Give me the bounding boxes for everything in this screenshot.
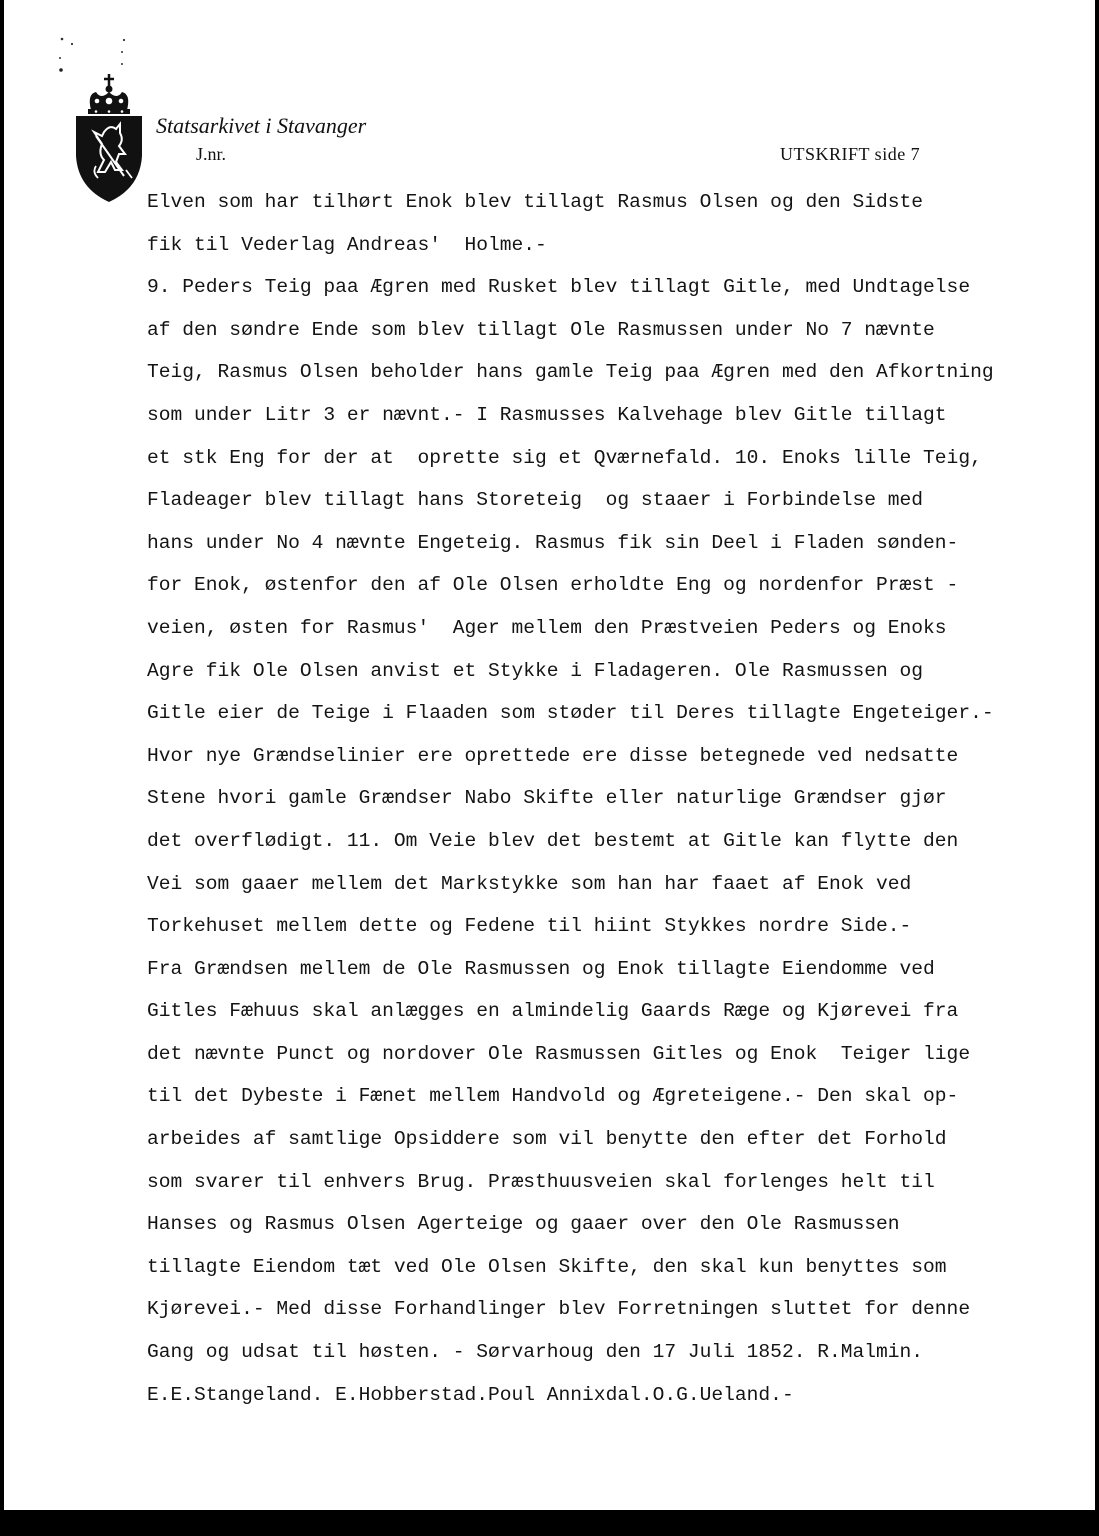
document-page	[4, 0, 1095, 1510]
text-line: Fladeager blev tillagt hans Storeteig og staaer i Forbindelse med	[147, 489, 924, 512]
text-line: som under Litr 3 er nævnt.- I Rasmusses Kalvehage blev Gitle tillagt	[147, 403, 947, 426]
text-line: 9. Peders Teig paa Ægren med Rusket blev tillagt Gitle, med Undtagelse	[147, 276, 971, 299]
text-line: Teig, Rasmus Olsen beholder hans gamle Teig paa Ægren med den Afkortning	[147, 361, 994, 384]
transcript-body	[147, 185, 1077, 1420]
archive-name: Statsarkivet i Stavanger	[156, 113, 367, 138]
text-line: fik til Vederlag Andreas' Holme.-	[147, 233, 547, 256]
text-line: Gitle eier de Teige i Flaaden som støder til Deres tillagte Engeteiger.-	[147, 702, 994, 725]
text-line: Kjørevei.- Med disse Forhandlinger blev Forretningen sluttet for denne	[147, 1298, 971, 1321]
text-line: E.E.Stangeland. E.Hobberstad.Poul Annixdal.O.G.Ueland.-	[147, 1383, 794, 1406]
text-line: Gitles Fæhuus skal anlægges en almindelig Gaards Ræge og Kjørevei fra	[147, 1000, 959, 1023]
text-line: Vei som gaaer mellem det Markstykke som han har faaet af Enok ved	[147, 872, 912, 895]
text-line: Fra Grændsen mellem de Ole Rasmussen og Enok tillagte Eiendomme ved	[147, 957, 935, 980]
text-line: Gang og udsat til høsten. - Sørvarhoug den 17 Juli 1852. R.Malmin.	[147, 1341, 924, 1364]
text-line: for Enok, østenfor den af Ole Olsen erholdte Eng og nordenfor Præst -	[147, 574, 959, 597]
text-line: det overflødigt. 11. Om Veie blev det bestemt at Gitle kan flytte den	[147, 829, 959, 852]
text-line: et stk Eng for der at oprette sig et Qværnefald. 10. Enoks lille Teig,	[147, 446, 982, 469]
text-line: til det Dybeste i Fænet mellem Handvold og Ægreteigene.- Den skal op-	[147, 1085, 959, 1108]
text-line: som svarer til enhvers Brug. Præsthuusveien skal forlenges helt til	[147, 1170, 935, 1193]
text-line: Agre fik Ole Olsen anvist et Stykke i Fladageren. Ole Rasmussen og	[147, 659, 924, 682]
text-line: tillagte Eiendom tæt ved Ole Olsen Skifte, den skal kun benyttes som	[147, 1255, 947, 1278]
text-line: veien, østen for Rasmus' Ager mellem den Præstveien Peders og Enoks	[147, 616, 947, 639]
norwegian-coat-of-arms-icon	[74, 74, 144, 204]
text-line: Elven som har tilhørt Enok blev tillagt Rasmus Olsen og den Sidste	[147, 191, 924, 213]
page-number-label: UTSKRIFT side 7	[780, 144, 921, 164]
text-line: hans under No 4 nævnte Engeteig. Rasmus fik sin Deel i Fladen sønden-	[147, 531, 959, 554]
text-line: Stene hvori gamle Grændser Nabo Skifte eller naturlige Grændser gjør	[147, 787, 947, 810]
text-line: arbeides af samtlige Opsiddere som vil benytte den efter det Forhold	[147, 1128, 947, 1151]
text-line: Hvor nye Grændselinier ere oprettede ere disse betegnede ved nedsatte	[147, 744, 959, 767]
journal-number-label: J.nr.	[196, 144, 227, 164]
text-line: det nævnte Punct og nordover Ole Rasmussen Gitles og Enok Teiger lige	[147, 1042, 971, 1065]
text-line: af den søndre Ende som blev tillagt Ole Rasmussen under No 7 nævnte	[147, 318, 935, 341]
text-line: Torkehuset mellem dette og Fedene til hiint Stykkes nordre Side.-	[147, 915, 912, 938]
text-line: Hanses og Rasmus Olsen Agerteige og gaaer over den Ole Rasmussen	[147, 1213, 900, 1236]
